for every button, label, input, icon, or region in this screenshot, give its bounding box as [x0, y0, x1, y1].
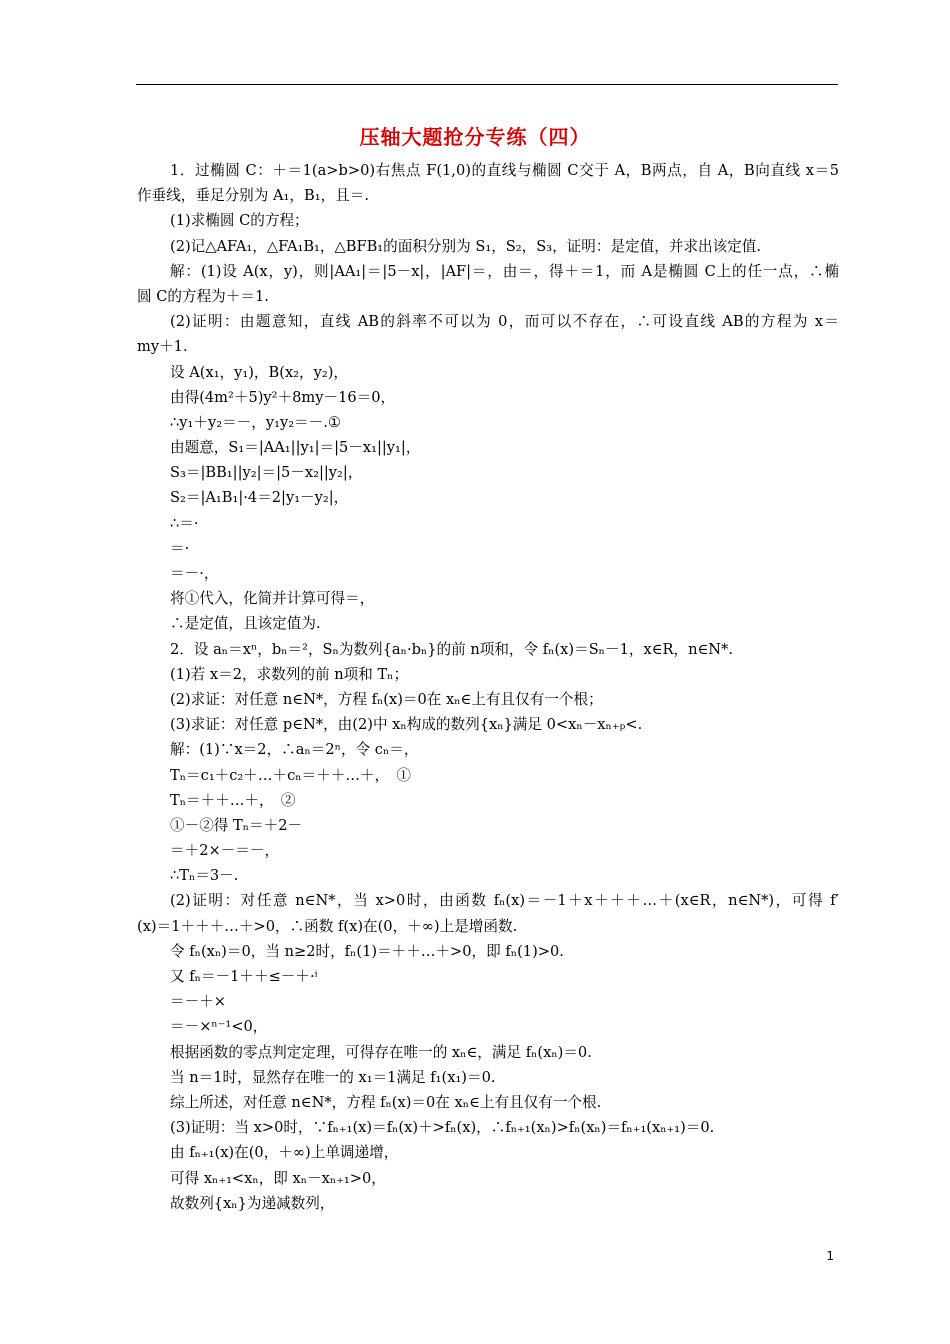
text-line: 作垂线，垂足分别为 A₁，B₁，且＝.: [137, 187, 369, 205]
document-body: [137, 158, 839, 1216]
text-line: 可得 xₙ₊₁<xₙ，即 xₙ－xₙ₊₁>0，: [170, 1169, 386, 1187]
text-line: 解：(1)∵x＝2，∴aₙ＝2ⁿ，令 cₙ＝，: [170, 741, 419, 759]
text-line: S₃＝|BB₁||y₂|＝|5－x₂||y₂|，: [170, 464, 363, 482]
text-line: ∴是定值，且该定值为.: [170, 615, 321, 633]
text-line: ＝－·，: [170, 565, 219, 582]
text-line: 由 fₙ₊₁(x)在(0，＋∞)上单调递增，: [170, 1144, 399, 1162]
text-line: (2)证明：对任意 n∈N*，当 x>0时，由函数 fₙ(x)＝－1＋x＋＋＋…＋(x∈R，n∈N*)，可得 f′: [170, 892, 839, 910]
text-line: ∴＝·: [170, 514, 199, 532]
text-line: ∴y₁＋y₂＝－，y₁y₂＝－.①: [170, 413, 341, 431]
text-line: my＋1.: [137, 338, 188, 356]
text-line: Tₙ＝c₁＋c₂＋…＋cₙ＝＋＋…＋， ①: [170, 766, 412, 784]
text-line: 2．设 aₙ＝xⁿ，bₙ＝²，Sₙ为数列{aₙ·bₙ}的前 n项和，令 fₙ(x)＝Sₙ－1，x∈R，n∈N*.: [170, 640, 733, 658]
text-line: 解：(1)设 A(x，y)，则|AA₁|＝|5－x|，|AF|＝，由＝，得＋＝1，而 A是椭圆 C上的任一点，∴椭: [170, 262, 839, 280]
text-line: ＝－＋×: [170, 993, 227, 1011]
text-line: Tₙ＝＋＋…＋， ②: [170, 791, 296, 809]
text-line: 由得(4m²＋5)y²＋8my－16＝0，: [170, 388, 396, 406]
text-line: (1)若 x＝2，求数列的前 n项和 Tₙ；: [170, 665, 409, 683]
text-line: ①－②得 Tₙ＝＋2－: [170, 816, 303, 834]
text-line: 又 fₙ＝－1＋＋≤－＋·ⁱ: [170, 968, 318, 985]
text-line: (2)记△AFA₁，△FA₁B₁，△BFB₁的面积分别为 S₁，S₂，S₃，证明：是定值，并求出该定值.: [170, 237, 762, 255]
text-line: (2)证明：由题意知，直线 AB的斜率不可以为 0，而可以不存在，∴可设直线 AB的方程为 x＝: [170, 313, 839, 331]
text-line: ＝＋2×－＝－，: [170, 842, 280, 860]
text-line: 根据函数的零点判定定理，可得存在唯一的 xₙ∈，满足 fₙ(xₙ)＝0.: [170, 1043, 592, 1061]
text-line: (x)＝1＋＋＋…＋>0，∴函数 f(x)在(0，＋∞)上是增函数.: [137, 917, 518, 935]
text-line: 将①代入，化简并计算可得＝，: [170, 590, 375, 608]
text-line: 由题意，S₁＝|AA₁||y₁|＝|5－x₁||y₁|，: [170, 439, 421, 457]
page-number: 1: [826, 1249, 834, 1263]
page-title: 压轴大题抢分专练（四）: [359, 125, 591, 149]
header-rule: [136, 84, 838, 85]
text-line: (3)求证：对任意 p∈N*，由(2)中 xₙ构成的数列{xₙ}满足 0<xₙ－xₙ₊ₚ<.: [170, 716, 643, 734]
text-line: 设 A(x₁，y₁)，B(x₂，y₂)，: [170, 363, 348, 381]
text-line: ＝·: [170, 539, 190, 557]
text-line: (2)求证：对任意 n∈N*，方程 fₙ(x)＝0在 xₙ∈上有且仅有一个根；: [170, 690, 603, 708]
text-line: (3)证明：当 x>0时，∵fₙ₊₁(x)＝fₙ(x)＋>fₙ(x)，∴fₙ₊₁(xₙ)>fₙ(xₙ)＝fₙ₊₁(xₙ₊₁)＝0.: [170, 1119, 715, 1137]
text-line: 当 n＝1时，显然存在唯一的 x₁＝1满足 f₁(x₁)＝0.: [170, 1068, 496, 1086]
text-line: ＝－×ⁿ⁻¹<0，: [170, 1018, 268, 1036]
text-line: S₂＝|A₁B₁|·4＝2|y₁－y₂|，: [170, 489, 349, 507]
text-line: 故数列{xₙ}为递减数列，: [170, 1194, 335, 1212]
text-line: 圆 C的方程为＋＝1.: [137, 287, 269, 305]
text-line: 令 fₙ(xₙ)＝0，当 n≥2时，fₙ(1)＝＋＋…＋>0，即 fₙ(1)>0.: [170, 942, 564, 960]
text-line: (1)求椭圆 C的方程；: [170, 212, 309, 230]
text-line: 1．过椭圆 C：＋＝1(a>b>0)右焦点 F(1,0)的直线与椭圆 C交于 A，B两点，自 A，B向直线 x＝5: [170, 162, 839, 179]
text-line: 综上所述，对任意 n∈N*，方程 fₙ(x)＝0在 xₙ∈上有且仅有一个根.: [170, 1093, 602, 1111]
text-line: ∴Tₙ＝3－.: [170, 867, 239, 885]
